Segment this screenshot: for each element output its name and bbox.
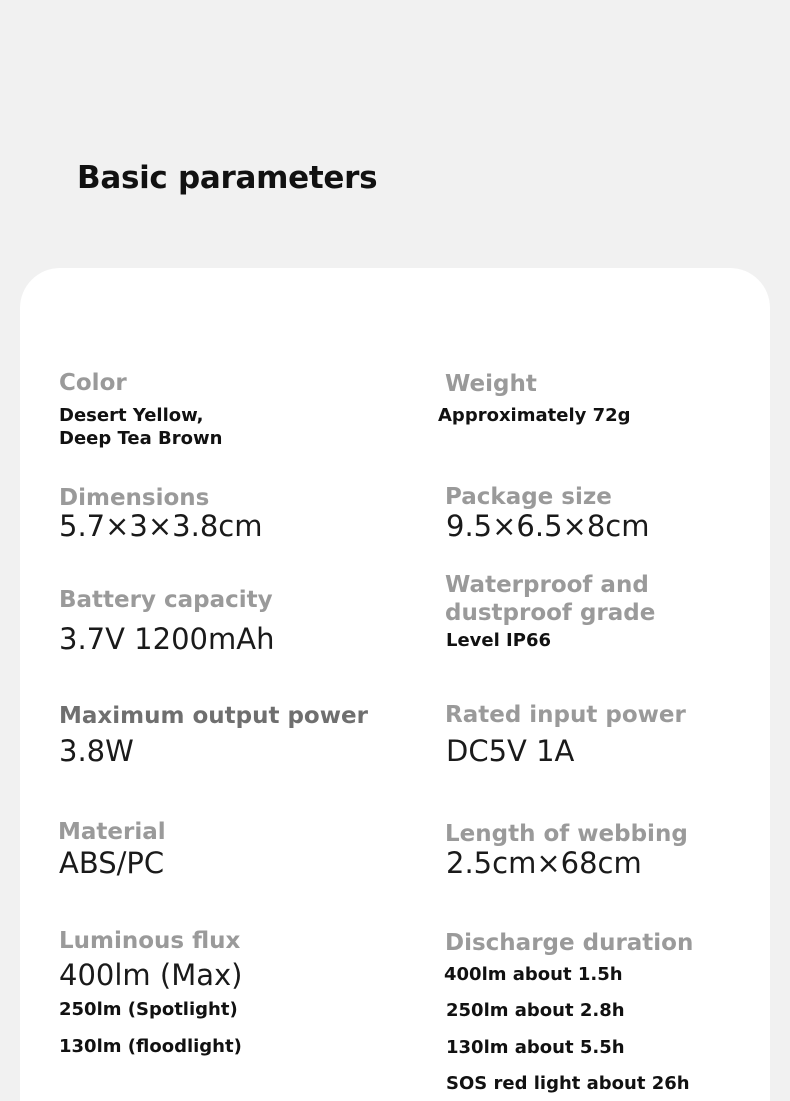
page-title: Basic parameters [77,160,378,196]
waterproof-label-line2: dustproof grade [445,600,656,626]
rated-input-label: Rated input power [445,702,686,728]
rated-input-value: DC5V 1A [446,734,575,768]
package-size-label: Package size [445,484,612,510]
dimensions-label: Dimensions [59,485,210,511]
discharge-line-400lm: 400lm about 1.5h [444,964,623,985]
material-value: ABS/PC [59,846,165,880]
weight-value: Approximately 72g [438,405,631,426]
color-value-line1: Desert Yellow, [59,405,204,426]
waterproof-label-line1: Waterproof and [445,572,649,598]
luminous-flux-value: 400lm (Max) [59,958,243,992]
color-label: Color [59,370,127,396]
material-label: Material [58,819,166,845]
dimensions-value: 5.7×3×3.8cm [59,509,263,543]
weight-label: Weight [445,371,537,397]
luminous-flux-spotlight: 250lm (Spotlight) [59,999,238,1020]
waterproof-value: Level IP66 [446,630,551,651]
discharge-line-250lm: 250lm about 2.8h [446,1000,625,1021]
discharge-label: Discharge duration [445,930,694,956]
luminous-flux-floodlight: 130lm (floodlight) [59,1036,242,1057]
discharge-line-sos: SOS red light about 26h [446,1073,690,1094]
webbing-label: Length of webbing [445,821,688,847]
package-size-value: 9.5×6.5×8cm [446,509,650,543]
discharge-line-130lm: 130lm about 5.5h [446,1037,625,1058]
color-value-line2: Deep Tea Brown [59,428,223,449]
webbing-value: 2.5cm×68cm [446,846,642,880]
luminous-flux-label: Luminous flux [59,928,241,954]
max-output-value: 3.8W [59,734,134,768]
battery-value: 3.7V 1200mAh [59,622,275,656]
battery-label: Battery capacity [59,587,273,613]
max-output-label: Maximum output power [59,703,368,729]
